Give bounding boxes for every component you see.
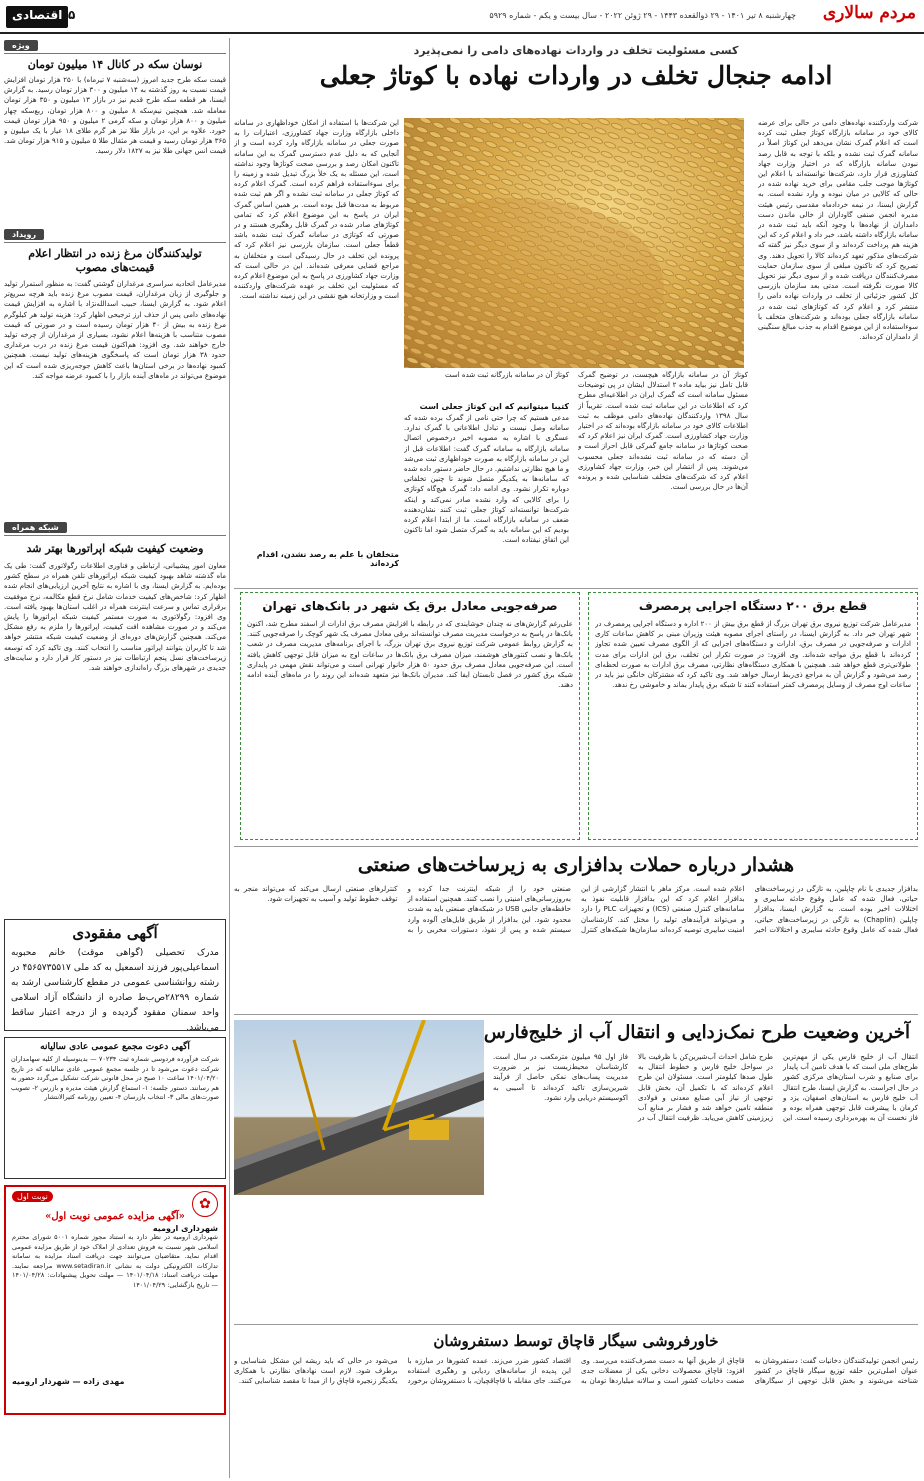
sidebar bbox=[4, 38, 226, 1478]
bank-saving-headline: صرفه‌جویی معادل برق یک شهر در بانک‌های تهران bbox=[262, 599, 558, 613]
cyber-text: بدافزار جدیدی با نام چاپلین، به تازگی در زیرساخت‌های حیاتی، فعال شده که عامل وقوع حادثه سایبری و اختلالات اخیر بوده است. به گزارش ایسنا، بدافزار چاپلین (Chaplin) به تازگی در زیرساخت‌های حیاتی، فعال شده که عامل وقوع حادثه سایبری و اختلالات اخیر اعلام شده است. مرکز ماهر با انتشار گزارشی از این بدافزار اعلام کرد که این بدافزار قابلیت نفوذ به سامانه‌های کنترل صنعتی (ICS) و تجهیزات PLC را دارد و می‌تواند فرآیندهای تولید را مختل کند. کارشناسان امنیت سایبری توصیه کرده‌اند سازمان‌ها شبکه‌های کنترل صنعتی خود را از شبکه اینترنت جدا کرده و به‌روزرسانی‌های امنیتی را نصب کنند. همچنین استفاده از حافظه‌های جانبی USB در شبکه‌های صنعتی باید به شدت محدود شود. این بدافزار از طریق فایل‌های آلوده وارد سیستم شده و پس از نفوذ، دستورات مخربی را به کنترلرهای صنعتی ارسال می‌کند که می‌تواند منجر به توقف خطوط تولید و آسیب به تجهیزات شود. bbox=[234, 885, 918, 934]
water-article bbox=[234, 1018, 918, 1318]
sidebar-tag-network: شبکه همراه bbox=[4, 522, 67, 533]
pipeline-photo bbox=[234, 1020, 484, 1195]
assembly-ad bbox=[4, 1037, 226, 1179]
water-headline: آخرین وضعیت طرح نمک‌زدایی و انتقال آب از خلیج‌فارس bbox=[483, 1022, 911, 1043]
cyber-headline: هشدار درباره حملات بدافزاری به زیرساخت‌های صنعتی bbox=[357, 854, 795, 876]
egg-headline: تولیدکنندگان مرغ زنده در انتظار اعلام قیمت‌های مصوب bbox=[28, 247, 202, 274]
bank-saving-box bbox=[240, 592, 580, 840]
lead-kicker: کسی مسئولیت تخلف در واردات نهاده‌های دامی را نمی‌پذیرد bbox=[413, 44, 739, 57]
lead-article bbox=[234, 40, 918, 585]
grain-photo-texture bbox=[404, 118, 744, 368]
cigarette-text: رئیس انجمن تولیدکنندگان دخانیات گفت: دستفروشان به عنوان اصلی‌ترین حلقه توزیع سیگار قاچاق در کشور شناخته می‌شوند و بخش قابل توجهی از سیگارهای قاچاق از طریق آنها به دست مصرف‌کننده می‌رسد. وی افزود: قاچاق محصولات دخانی یکی از معضلات جدی صنعت دخانیات کشور است و سالانه میلیاردها تومان به اقتصاد کشور ضرر می‌زند. عمده کشورها در مبارزه با این پدیده از سامانه‌های ردیابی و رهگیری استفاده می‌کنند. جای مقابله با قاچاقچیان، با دستفروشان برخورد می‌شود در حالی که باید ریشه این مشکل شناسایی و برطرف شود. لازم است نهادهای نظارتی با همکاری یکدیگر زنجیره قاچاق را از مبدا تا مقصد شناسایی کنند. bbox=[234, 1357, 918, 1386]
issue-line: چهارشنبه ۸ تیر ۱۴۰۱ - ۲۹ ذوالقعده ۱۴۴۳ - ۲۹ ژوئن ۲۰۲۲ - سال بیست و یکم - شماره ۵۹۲۹ bbox=[489, 11, 796, 20]
auction-ad-badge: نوبت اول bbox=[12, 1191, 53, 1202]
auction-ad-org: شهرداری ارومیه bbox=[152, 1224, 218, 1233]
lead-subhead-2: کتیبا میتوانیم که این کوتاژ جعلی است bbox=[419, 402, 569, 411]
lead-column-1: شرکت واردکننده نهاده‌های دامی در حالی برای عرضه کالای خود در سامانه بازارگاه کوتاژ جعلی ثبت کرده است که اعلام گمرک نشان می‌دهد این کوتاژ اصلاً در سامانه گمرک ثبت نشده و بلکه با توجه به قابل رصد نبودن سامانه بازارگاه که در اختیار وزارت جهاد کشاورزی قرار دارد، شرکت‌ها توانسته‌اند با اعلام این کوتاژها موجب جلب مقامی برای خرید نهاده شده در حالی که کالایی در میان نبوده و وارد نشده است. به گزارش ایسنا، در نیمه خردادماه مقدسی رئیس هیئت مدیره انجمن صنفی گاوداران از خالی ماندن دست دامداران از نهاده‌ها با وجود آنکه باید ثبت شده در سامانه بازارگاه داشته باشد، خبر داد و اعلام کرد که این هزینه هم پرداخت کرده‌اند و از سوی دیگر نیز گفته که شرکت‌های مذکور تعهد کرده‌اند کالا را تحویل دهند. وی تصریح کرد که تاکنون مبلغی از سوی سازمان حمایت مصرف‌کنندگان دریافت شده و از سوی دیگر نیز تحویل کالا صورت نگرفته است. مدتی بعد سازمان بازرسی کل کشور جزئیاتی از تخلف در واردات نهاده دامی را منتشر کرد و اعلام کرد که کوتاژهای ثبت شده در سامانه بازارگاه جعلی بوده‌اند و شرکت‌های متخلف با سوءاستفاده از این موضوع اقدام به جذب مبالغ سنگینی از دامداران کرده‌اند. bbox=[758, 119, 918, 342]
auction-ad-title: «آگهی مزایده عمومی نوبت اول» bbox=[45, 1211, 185, 1222]
cigarette-headline: خاورفروشی سیگار قاچاق توسط دستفروشان bbox=[433, 1332, 719, 1350]
auction-ad-text: شهرداری ارومیه در نظر دارد به استناد مجوز شماره ۵۰۰۱ شورای محترم اسلامی شهر نسبت به فروش تعدادی از املاک خود از طریق مزایده عمومی اقدام نماید. متقاضیان می‌توانند جهت دریافت اسناد مزایده به سامانه تدارکات الکترونیکی دولت به نشانی www.setadiran.ir مراجعه نمایند. مهلت دریافت اسناد: ۱۴۰۱/۰۴/۱۸ — مهلت تحویل پیشنهادات: ۱۴۰۱/۰۴/۲۸ — تاریخ بازگشایی: ۱۴۰۱/۰۴/۲۹ bbox=[12, 1233, 218, 1289]
coin-headline: نوسان سکه در کانال ۱۴ میلیون تومان bbox=[27, 58, 203, 71]
network-text: معاون امور پیشیبانی، ارتباطی و فناوری اطلاعات رگولاتوری گفت: طی یک ماه گذشته شاهد بهبود کیفیت شبکه اپراتورهای تلفن همراه در سطح کشور بوده‌ایم. به گزارش ایسنا، وی با اشاره به نتایج آخرین ارزیابی‌های انجام شده اظهار کرد: شاخص‌های کیفیت خدمات شامل نرخ قطع مکالمه، نرخ موفقیت برقراری تماس و سرعت اینترنت همراه در اغلب استان‌ها بهبود یافته است. وی افزود: رگولاتوری به صورت مستمر کیفیت شبکه اپراتورها را پایش می‌کند و در صورت مشاهده افت کیفیت، اپراتورها را ملزم به رفع مشکل می‌کند. همچنین گزارش‌های دوره‌ای از وضعیت کیفیت شبکه منتشر خواهد شد تا کاربران بتوانند اپراتور مناسب را انتخاب کنند. وی تاکید کرد که توسعه زیرساخت‌های نسل پنجم ارتباطات نیز در دستور کار قرار دارد و سایت‌های جدیدی در شهرهای بزرگ راه‌اندازی خواهند شد. bbox=[4, 562, 226, 673]
lead-headline: ادامه جنجال تخلف در واردات نهاده با کوتاژ جعلی bbox=[319, 61, 833, 90]
lead-column-4: کوتاژ آن در سامانه بازارگاه هیچست، در توضیح گمرک قابل تامل نیز بیاید ماده ۲ استدلال ایشان در پی توضیحات مسئول سامانه است که گمرک ایران در اطلاعیه‌ای مطرح کرد که اطلاعات در این سامانه ثبت شده است. تقریباً از سال ۱۳۹۸ واردکنندگان نهاده‌های دامی موظف به ثبت اطلاعات کالای خود در سامانه بازارگاه بوده‌اند که در اختیار وزارت جهاد کشاورزی است. گمرک ایران نیز اعلام کرد که صحت کوتاژها در سامانه جامع گمرکی قابل احراز است و آن دسته که در سامانه ثبت نشده‌اند جعلی محسوب می‌شوند. پس از انتشار این خبر، وزارت جهاد کشاورزی اعلام کرد که شرکت‌های متخلف شناسایی شده و پرونده آن‌ها در حال بررسی است. bbox=[578, 371, 748, 492]
section-label: اقتصادی bbox=[6, 6, 68, 28]
auction-ad bbox=[4, 1185, 226, 1415]
grain-photo bbox=[404, 118, 744, 368]
auction-ad-footer: مهدی زاده — شهردار ارومیه bbox=[12, 1377, 125, 1386]
water-text: انتقال آب از خلیج فارس یکی از مهم‌ترین طرح‌های ملی است که با هدف تامین آب پایدار برای صنایع و شرب استان‌های مرکزی کشور در حال اجراست. به گزارش ایسنا، طرح انتقال آب خلیج فارس به استان‌های اصفهان، یزد و کرمان با پیشرفت قابل توجهی همراه بوده و فاز نخست آن به بهره‌برداری رسیده است. این طرح شامل احداث آب‌شیرین‌کن با ظرفیت بالا در سواحل خلیج فارس و خطوط انتقال به طول صدها کیلومتر است. مسئولان این طرح اعلام کرده‌اند که با تکمیل آن، بخش قابل توجهی از نیاز آبی صنایع معدنی و فولادی منطقه تامین خواهد شد و فشار بر منابع آب زیرزمینی کاهش می‌یابد. ظرفیت انتقال آب در فاز اول ۹۵ میلیون مترمکعب در سال است. کارشناسان محیط‌زیست نیز بر ضرورت مدیریت پساب‌های نمکی حاصل از فرآیند شیرین‌سازی تاکید کرده‌اند تا آسیبی به اکوسیستم دریایی وارد نشود. bbox=[493, 1053, 918, 1123]
newspaper-brand: مردم سالاری bbox=[822, 3, 916, 23]
lead-photo-caption: کوتاژ آن در سامانه بازرگانه ثبت شده است bbox=[445, 371, 569, 379]
lost-notice-title: آگهی مفقودی bbox=[72, 924, 158, 942]
cyber-article bbox=[234, 850, 918, 1010]
lost-notice-text: مدرک تحصیلی (گواهی موقت) خانم محبوبه اسماعیلی‌پور فرزند اسمعیل به کد ملی ۴۵۶۵۷۳۵۵۱۷ در رشته روانشناسی عمومی در مقطع کارشناسی ارشد به شماره ۲۸۲۹۹ص‌ب‌ط صادره از دانشگاه آزاد اسلامی واحد سمنان مفقود گردیده و از درجه اعتبار ساقط می‌باشد. bbox=[11, 948, 219, 1033]
sidebar-tag-event: رویداد bbox=[4, 229, 44, 240]
lead-column-2: این شرکت‌ها با استفاده از امکان خوداظهاری در سامانه داخلی بازارگاه وزارت جهاد کشاورزی، اعتبارات را به صورت جعلی در سامانه بازارگاه وارد کرده است و از آنجایی که به دلیل عدم دسترسی گمرک به این سامانه تاکنون امکان رصد و بررسی صحت کوتاژها وجود نداشته است، این مسئله به یک خلأ بزرگ تبدیل شده و زمینه را برای سوءاستفاده فراهم کرده است. گمرک اعلام کرده که کوتاژ جعلی در سامانه ثبت نشده و اگر هم ثبت شده مربوط به مدت‌ها قبل بوده است. بر همین اساس گمرک ایران در پاسخ به این موضوع اعلام کرد که تمامی کوتاژهای صادر شده در گمرک قابل رهگیری هستند و در صورتی که کوتاژی در سامانه گمرک ثبت نشده باشد قطعاً جعلی است. سازمان بازرسی نیز اعلام کرد که پرونده این تخلف در حال رسیدگی است و متخلفان به مراجع قضایی معرفی شده‌اند. این در حالی است که وزارت جهاد کشاورزی در پاسخ به این موضوع اعلام کرده که مسئولیت این تخلف بر عهده شرکت‌های واردکننده است و وزارتخانه هیچ نقشی در این زمینه نداشته است. bbox=[234, 119, 399, 301]
municipality-logo-icon: ✿ bbox=[192, 1191, 218, 1217]
power-cut-headline: قطع برق ۲۰۰ دستگاه اجرایی پرمصرف bbox=[638, 599, 868, 613]
lead-column-3: مدعی هستیم که چرا حتی نامی از گمرک برده شده که سامانه وصل نیست و تبادل اطلاعاتی با گمرک ندارد. عسگری با اشاره به مصوبه اخیر درخصوص اتصال سامانه بازارگاه به سامانه گمرک گفت: اطلاعات قبل از این در سامانه بازارگاه به صورت خوداظهاری ثبت می‌شد و ما هیچ نظارتی نداشتیم. در حال حاضر دستور داده شده که سامانه‌ها به یکدیگر متصل شوند تا چنین تخلفاتی دوباره تکرار نشود. وی ادامه داد: گمرک هیچ‌گاه کوتاژی را برای کالایی که وارد نشده صادر نمی‌کند و اینکه شرکت‌ها توانسته‌اند کوتاژ جعلی ثبت کنند نشان‌دهنده ضعف در سامانه بازارگاه است. ما از ابتدا اعلام کرده بودیم که این سامانه باید به گمرک متصل شود اما تاکنون این اتفاق نیفتاده است. bbox=[404, 414, 569, 545]
assembly-ad-title: آگهی دعوت مجمع عمومی عادی سالیانه bbox=[40, 1042, 190, 1052]
bank-saving-text: علی‌رغم گزارش‌های نه چندان خوشایندی که در رابطه با افزایش مصرف برق ادارات از اسفند مطرح شد، اکنون بانک‌ها در پاسخ به درخواست مدیریت مصرف توانسته‌اند برقی معادل مصرف یک شهر کوچک را صرفه‌جویی کنند. به گزارش روابط عمومی شرکت توزیع نیروی برق تهران بزرگ، با اجرای برنامه‌های مدیریت مصرف در شعب بانک‌ها و نصب کنتورهای هوشمند، میزان مصرف برق بانک‌ها در ساعات اوج به میزان قابل توجهی کاهش یافته است. این صرفه‌جویی معادل مصرف برق حدود ۵۰ هزار خانوار تهرانی است و می‌تواند نقش مهمی در پایداری شبکه برق کشور در فصل تابستان ایفا کند. مدیران بانک‌ها نیز متعهد شده‌اند این روند را در ماه‌های آینده ادامه دهند. bbox=[247, 620, 573, 690]
pipeline-illustration-icon bbox=[234, 1020, 484, 1195]
lead-subhead-3: متخلفان با علم به رصد نشدن، اقدام کرده‌اند bbox=[256, 550, 399, 568]
network-headline: وضعیت کیفیت شبکه اپراتورها بهتر شد bbox=[26, 542, 204, 555]
power-cut-box bbox=[588, 592, 918, 840]
masthead bbox=[0, 0, 924, 34]
assembly-ad-text: شرکت فرآورده فردوسی شماره ثبت ۷۰۲۳۴ — بدینوسیله از کلیه سهامداران شرکت دعوت می‌شود تا در جلسه مجمع عمومی عادی سالیانه که در تاریخ ۱۴۰۱/۰۴/۲۰ ساعت ۱۰ صبح در محل قانونی شرکت تشکیل می‌گردد حضور به هم رسانند. دستور جلسه: ۱- استماع گزارش هیئت مدیره و بازرس ۲- تصویب صورت‌های مالی ۳- انتخاب بازرسان ۴- تعیین روزنامه کثیرالانتشار bbox=[11, 1055, 219, 1101]
power-cut-text: مدیرعامل شرکت توزیع نیروی برق تهران بزرگ از قطع برق بیش از ۲۰۰ اداره و دستگاه اجرایی پرمصرف در شهر تهران خبر داد. به گزارش ایسنا، در راستای اجرای مصوبه هیئت وزیران مبنی بر کاهش ساعات کاری ادارات و صرفه‌جویی در مصرف برق، ادارات و دستگاه‌های اجرایی که از الگوی مصرف تعیین شده تجاوز کرده‌اند با قطع برق مواجه شده‌اند. وی افزود: در صورت تکرار این تخلف، برق این ادارات برای مدت طولانی‌تری قطع خواهد شد. همچنین با همکاری دستگاه‌های نظارتی، مصرف برق ادارات به صورت لحظه‌ای رصد می‌شود و گزارش آن به مراجع ذی‌ربط ارسال خواهد شد. وی تاکید کرد که مشترکان خانگی نیز باید در ساعات اوج مصرف از وسایل پرمصرف کمتر استفاده کنند تا شبکه برق پایدار بماند و خاموشی رخ ندهد. bbox=[595, 620, 911, 690]
sidebar-tag-special: ویژه bbox=[4, 40, 38, 51]
lost-notice bbox=[4, 919, 226, 1031]
coin-text: قیمت سکه طرح جدید امروز (سه‌شنبه ۷ تیرماه) با ۲۵۰ هزار تومان افزایش قیمت نسبت به روز گذشته به ۱۴ میلیون و ۳۰۰ هزار تومان رسید. به گزارش ایسنا، هر قطعه سکه طرح قدیم نیز در بازار ۱۳ میلیون و ۳۵۰ هزار تومان معامله شد. همچنین نیم‌سکه ۸ میلیون و ۸۰۰ هزار تومان، ربع‌سکه چهار میلیون و ۸۰۰ هزار تومان و سکه گرمی ۲ میلیون و ۹۵۰ هزار تومان قیمت خورد. علاوه بر این، در بازار طلا نیز هر گرم طلای ۱۸ عیار با یک میلیون و ۳۶۵ هزار تومان رسید و قیمت هر مثقال طلا ۵ میلیون و ۹۱۵ هزار تومان شد. قیمت انس جهانی طلا نیز به ۱۸۲۷ دلار رسید. bbox=[4, 76, 226, 156]
cigarette-article bbox=[234, 1328, 918, 1478]
egg-text: مدیرعامل اتحادیه سراسری مرغداران گوشتی گفت: به منظور استمرار تولید و جلوگیری از زیان مرغداران، قیمت مصوب مرغ زنده باید هرچه سریع‌تر اعلام شود. به گزارش ایسنا، حبیب اسدالله‌نژاد با اشاره به افزایش قیمت نهاده‌های دامی پس از حذف ارز ترجیحی اظهار کرد: هزینه تولید هر کیلوگرم مرغ زنده به بیش از ۴۰ هزار تومان رسیده است و در صورتی که قیمت مصوب متناسب با هزینه‌ها اعلام نشود، بسیاری از مرغداران از چرخه تولید خارج خواهند شد. وی افزود: هم‌اکنون قیمت مرغ زنده در درب مرغداری حدود ۳۸ هزار تومان است که پاسخگوی هزینه‌های تولید نیست. همچنین کمبود نهاده‌ها در برخی استان‌ها باعث کاهش جوجه‌ریزی شده است که این موضوع می‌تواند در ماه‌های آینده بازار را با کمبود عرضه مواجه کند. bbox=[4, 280, 226, 380]
page-number: ۵ bbox=[68, 8, 76, 22]
